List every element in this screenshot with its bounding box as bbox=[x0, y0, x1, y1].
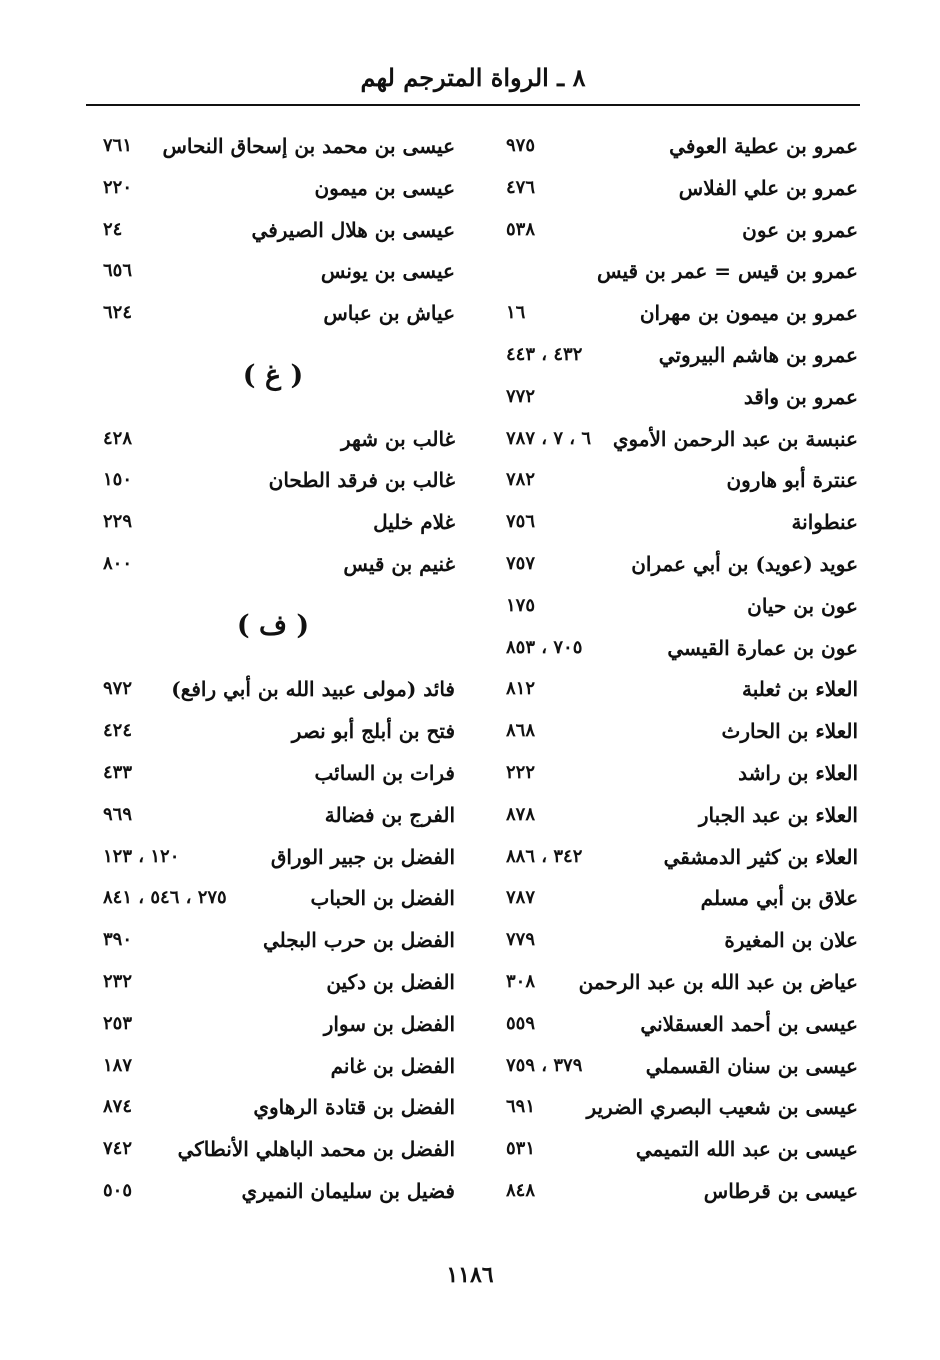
index-entry bbox=[103, 671, 455, 709]
entry-refs: ٤٢٨ bbox=[103, 427, 133, 449]
entry-refs: ٨٧٨ bbox=[506, 803, 536, 825]
entry-refs: ٤٢٤ bbox=[103, 720, 133, 742]
entry-refs: ٥٣١ bbox=[506, 1138, 536, 1160]
entry-name: عون بن عمارة القيسي bbox=[667, 635, 858, 660]
entry-refs: ١٢٠ ، ١٢٣ bbox=[103, 845, 180, 867]
entry-name: العلاء بن عبد الجبار bbox=[698, 802, 858, 827]
entry-refs: ٨٦٨ bbox=[506, 720, 536, 742]
index-entry bbox=[103, 1006, 455, 1044]
index-column-left bbox=[103, 128, 455, 1218]
page-number: ١١٨٦ bbox=[446, 1262, 494, 1288]
entry-name: عمرو بن هاشم البيروتي bbox=[658, 343, 858, 367]
index-entry bbox=[103, 713, 455, 751]
entry-name: العلاء بن راشد bbox=[738, 761, 858, 785]
index-entry bbox=[103, 880, 455, 918]
index-entry bbox=[506, 630, 858, 668]
header-title: ٨ ـ الرواة المترجم لهم bbox=[360, 63, 586, 92]
entry-name: عمرو بن عون bbox=[742, 217, 858, 242]
index-entry bbox=[506, 755, 858, 793]
entry-name: عيسى بن يونس bbox=[320, 259, 455, 284]
index-entry bbox=[103, 797, 455, 835]
entry-name: عيسى بن محمد بن إسحاق النحاس bbox=[162, 134, 455, 158]
section-heading-ghain: ( غ ) bbox=[242, 360, 304, 391]
entry-name: غالب بن فرقد الطحان bbox=[268, 468, 455, 493]
index-entry bbox=[103, 1048, 455, 1086]
running-header bbox=[86, 58, 860, 106]
entry-name: الفضل بن محمد الباهلي الأنطاكي bbox=[177, 1137, 455, 1162]
entry-name: عيسى بن قرطاس bbox=[703, 1179, 858, 1203]
index-entry bbox=[506, 1048, 858, 1086]
entry-name: الفضل بن دكين bbox=[326, 970, 455, 994]
index-entry bbox=[506, 1173, 858, 1211]
entry-refs: ٦٩١ bbox=[506, 1096, 536, 1118]
entry-name: عيسى بن ميمون bbox=[314, 175, 455, 200]
entry-name: علان بن المغيرة bbox=[724, 928, 858, 953]
entry-refs: ١٧٥ bbox=[506, 594, 536, 616]
entry-refs: ٧٨٧ bbox=[506, 887, 536, 909]
entry-refs: ٧٤٢ bbox=[103, 1138, 133, 1160]
entry-refs: ٨٤٨ bbox=[506, 1180, 536, 1201]
entry-refs: ٢٢٩ bbox=[103, 511, 133, 533]
index-entry bbox=[506, 546, 858, 584]
entry-name: عنطوانة bbox=[791, 510, 858, 535]
index-entry bbox=[506, 379, 858, 417]
index-entry bbox=[506, 713, 858, 751]
index-entry bbox=[103, 1131, 455, 1169]
entry-name: العلاء بن كثير الدمشقي bbox=[663, 844, 858, 869]
entry-refs: ٧٥٧ bbox=[506, 553, 536, 574]
entry-name: غلام خليل bbox=[373, 510, 455, 535]
entry-name: فضيل بن سليمان النميري bbox=[241, 1179, 455, 1203]
entry-refs: ٣٩٠ bbox=[103, 929, 133, 951]
index-entry bbox=[506, 462, 858, 500]
index-entry bbox=[506, 964, 858, 1002]
index-column-right bbox=[506, 128, 858, 1218]
entry-refs: ٦٢٤ bbox=[103, 302, 133, 324]
index-entry bbox=[506, 671, 858, 709]
entry-name: عمرو بن ميمون بن مهران bbox=[639, 301, 858, 326]
index-entry bbox=[506, 1006, 858, 1044]
entry-name: عياش بن عباس bbox=[323, 301, 455, 326]
index-entry bbox=[103, 964, 455, 1002]
entry-refs: ٣٤٢ ، ٨٨٦ bbox=[506, 845, 583, 867]
entry-name: عيسى بن عبد الله التميمي bbox=[635, 1137, 858, 1162]
index-entry bbox=[506, 1131, 858, 1169]
entry-refs: ٧٨٢ bbox=[506, 469, 536, 491]
entry-refs: ٧٦١ bbox=[103, 135, 133, 156]
index-entry bbox=[506, 588, 858, 626]
index-entry bbox=[103, 462, 455, 500]
entry-refs: ١٨٧ bbox=[103, 1054, 133, 1076]
entry-refs: ٧٠٥ ، ٨٥٣ bbox=[506, 636, 583, 658]
index-entry bbox=[506, 839, 858, 877]
entry-refs: ٨٧٤ bbox=[103, 1096, 133, 1118]
entry-refs: ٢٧٥ ، ٥٤٦ ، ٨٤١ bbox=[103, 887, 227, 909]
entry-name: الفضل بن غانم bbox=[330, 1053, 455, 1078]
entry-name: الفضل بن قتادة الرهاوي bbox=[253, 1095, 455, 1120]
index-entry bbox=[103, 170, 455, 208]
index-entry bbox=[103, 212, 455, 250]
entry-name: عنترة أبو هارون bbox=[726, 468, 858, 493]
entry-refs: ٧٧٢ bbox=[506, 385, 536, 407]
entry-name: غنيم بن قيس bbox=[343, 552, 455, 576]
index-entry bbox=[103, 839, 455, 877]
index-entry bbox=[103, 504, 455, 542]
entry-name: الفضل بن الحباب bbox=[310, 886, 455, 911]
entry-name: عنبسة بن عبد الرحمن الأموي bbox=[612, 426, 858, 451]
entry-name: عمرو بن قيس = عمر بن قيس bbox=[596, 259, 858, 284]
entry-refs: ٥٠٥ bbox=[103, 1180, 133, 1201]
entry-name: عمرو بن واقد bbox=[743, 384, 858, 409]
entry-name: عون بن حيان bbox=[747, 593, 858, 618]
index-entry bbox=[506, 212, 858, 250]
entry-refs: ٢٢٠ bbox=[103, 176, 133, 198]
index-entry bbox=[103, 546, 455, 584]
entry-name: علاق بن أبي مسلم bbox=[700, 886, 858, 911]
index-entry bbox=[506, 253, 858, 291]
entry-refs: ٤٣٣ bbox=[103, 762, 133, 783]
entry-name: الفرج بن فضالة bbox=[324, 802, 455, 827]
index-entry bbox=[506, 128, 858, 166]
entry-name: فائد (مولى عبيد الله بن أبي رافع) bbox=[171, 677, 455, 702]
entry-name: عيسى بن أحمد العسقلاني bbox=[640, 1011, 858, 1036]
entry-refs: ٧٥٦ bbox=[506, 511, 536, 533]
entry-name: عيسى بن هلال الصيرفي bbox=[251, 217, 455, 242]
entry-name: العلاء بن ثعلبة bbox=[742, 677, 858, 702]
entry-refs: ٦ ، ٧ ، ٧٨٧ bbox=[506, 427, 592, 449]
index-entry bbox=[103, 922, 455, 960]
entry-name: الفضل بن سوار bbox=[323, 1011, 455, 1036]
index-entry bbox=[506, 421, 858, 459]
entry-refs: ٩٦٩ bbox=[103, 803, 133, 825]
entry-refs: ٥٥٩ bbox=[506, 1012, 536, 1034]
entry-name: عويد (عويد) بن أبي عمران bbox=[631, 552, 858, 576]
entry-refs: ٨١٢ bbox=[506, 678, 536, 700]
index-entry bbox=[506, 504, 858, 542]
entry-name: الفضل بن حرب البجلي bbox=[262, 928, 455, 953]
entry-refs: ٤٣٢ ، ٤٤٣ bbox=[506, 344, 583, 365]
entry-refs: ٢٣٢ bbox=[103, 971, 133, 992]
index-entry bbox=[506, 880, 858, 918]
entry-refs: ٢٥٣ bbox=[103, 1012, 133, 1034]
entry-name: عياض بن عبد الله بن عبد الرحمن bbox=[578, 970, 858, 994]
entry-name: العلاء بن الحارث bbox=[721, 719, 858, 744]
entry-name: عيسى بن شعيب البصري الضرير bbox=[586, 1095, 858, 1120]
entry-refs: ٥٣٨ bbox=[506, 218, 536, 240]
entry-refs: ٩٧٥ bbox=[506, 135, 536, 156]
index-entry bbox=[103, 421, 455, 459]
entry-refs: ١٥٠ bbox=[103, 469, 133, 491]
index-entry bbox=[103, 128, 455, 166]
index-entry bbox=[506, 170, 858, 208]
entry-refs: ٧٧٩ bbox=[506, 929, 536, 951]
index-entry bbox=[103, 1173, 455, 1211]
entry-name: الفضل بن جبير الوراق bbox=[270, 844, 455, 869]
entry-refs: ٤٧٦ bbox=[506, 176, 536, 198]
entry-name: غالب بن شهر bbox=[340, 426, 455, 451]
entry-name: فرات بن السائب bbox=[314, 761, 455, 785]
entry-name: فتح بن أبلج أبو نصر bbox=[291, 719, 455, 744]
index-entry bbox=[506, 797, 858, 835]
entry-refs: ١٦ bbox=[506, 302, 526, 324]
entry-refs: ٨٠٠ bbox=[103, 553, 133, 574]
index-entry bbox=[506, 295, 858, 333]
entry-name: عمرو بن عطية العوفي bbox=[669, 134, 858, 158]
entry-refs: ٢٤ bbox=[103, 218, 123, 240]
index-entry bbox=[103, 1089, 455, 1127]
index-entry bbox=[506, 1089, 858, 1127]
entry-name: عيسى بن سنان القسملي bbox=[645, 1053, 858, 1078]
index-entry bbox=[103, 295, 455, 333]
section-heading-fa: ( ف ) bbox=[236, 610, 310, 641]
entry-refs: ٦٥٦ bbox=[103, 260, 133, 282]
entry-name: عمرو بن علي الفلاس bbox=[678, 175, 858, 200]
entry-refs: ٣٠٨ bbox=[506, 971, 536, 992]
entry-refs: ٣٧٩ ، ٧٥٩ bbox=[506, 1054, 583, 1076]
index-entry bbox=[103, 253, 455, 291]
index-entry bbox=[506, 922, 858, 960]
entry-refs: ٢٢٢ bbox=[506, 762, 536, 783]
index-entry bbox=[103, 755, 455, 793]
index-entry bbox=[506, 337, 858, 375]
entry-refs: ٩٧٢ bbox=[103, 678, 133, 700]
